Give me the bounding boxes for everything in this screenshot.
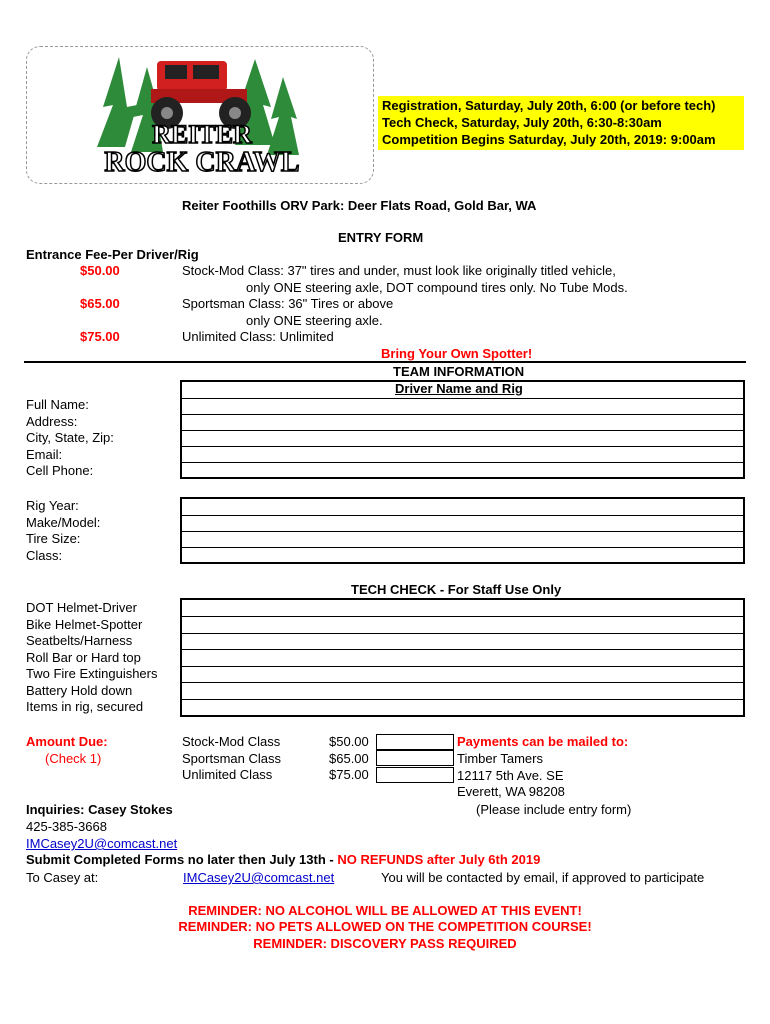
contact-note: You will be contacted by email, if approved to participate [381, 870, 705, 885]
tech-item-roll-bar: Roll Bar or Hard top [26, 649, 141, 665]
mail-heading: Payments can be mailed to: [457, 734, 629, 749]
label-cell-phone: Cell Phone: [26, 463, 94, 478]
amount-price-sportsman: $65.00 [329, 750, 369, 766]
label-make-model: Make/Model: [26, 514, 101, 530]
mail-note: (Please include entry form) [476, 802, 632, 817]
tech-heading: TECH CHECK - For Staff Use Only [351, 582, 562, 597]
check-box-unlimited[interactable] [376, 767, 454, 783]
amount-due-label: Amount Due: [26, 734, 108, 749]
logo-graphic [27, 47, 373, 183]
reminder-pets: REMINDER: NO PETS ALLOWED ON THE COMPETITION COURSE! [178, 919, 592, 934]
tech-item-fire-extinguishers: Two Fire Extinguishers [26, 666, 158, 681]
label-rig-year: Rig Year: [26, 498, 79, 513]
amount-due-sub: (Check 1) [45, 751, 102, 766]
schedule-tech-check: Tech Check, Saturday, July 20th, 6:30-8:30am [382, 115, 662, 130]
tech-item-helmet-spotter: Bike Helmet-Spotter [26, 616, 143, 632]
city-state-zip-field[interactable] [182, 430, 743, 445]
fee-price-unlimited: $75.00 [80, 329, 120, 344]
label-city-state-zip: City, State, Zip: [26, 430, 114, 445]
rig-year-field[interactable] [182, 499, 743, 514]
amount-class-sportsman: Sportsman Class [182, 750, 281, 766]
fee-heading: Entrance Fee-Per Driver/Rig [26, 247, 199, 262]
label-class: Class: [26, 547, 63, 563]
fee-desc-unlimited: Unlimited Class: Unlimited [182, 329, 334, 344]
fee-price-stock: $50.00 [80, 263, 120, 278]
reminder-discovery-pass: REMINDER: DISCOVERY PASS REQUIRED [253, 936, 517, 951]
submit-line [26, 852, 540, 867]
inquiries-phone: 425-385-3668 [26, 819, 107, 834]
rig-field-labels [26, 498, 100, 564]
fee-desc-stock-2: only ONE steering axle, DOT compound tires only. No Tube Mods. [246, 280, 628, 295]
tech-item-helmet-driver: DOT Helmet-Driver [26, 600, 137, 615]
inquiries-label: Inquiries: Casey Stokes [26, 802, 173, 817]
submit-text: Submit Completed Forms no later then July 13th - [26, 852, 338, 867]
tech-item-secured: Items in rig, secured [26, 699, 144, 714]
mail-line-street: 12117 5th Ave. SE [457, 767, 564, 783]
schedule-registration: Registration, Saturday, July 20th, 6:00 (or before tech) [382, 98, 716, 113]
fee-desc-stock: Stock-Mod Class: 37" tires and under, must look like originally titled vehicle, [182, 263, 616, 278]
form-title: ENTRY FORM [338, 230, 424, 245]
inquiries-email-link[interactable]: IMCasey2U@comcast.net [26, 836, 178, 851]
amount-prices [329, 734, 369, 784]
label-tire-size: Tire Size: [26, 531, 81, 546]
tech-check-box [180, 598, 745, 717]
cell-phone-field[interactable] [182, 462, 743, 477]
tech-item-seatbelts: Seatbelts/Harness [26, 633, 133, 648]
amount-class-stock: Stock-Mod Class [182, 734, 281, 749]
address-field[interactable] [182, 414, 743, 429]
svg-text:ROCK CRAWL: ROCK CRAWL [104, 147, 300, 178]
team-field-labels [26, 397, 114, 480]
schedule-competition: Competition Begins Saturday, July 20th, 2019: 9:00am [382, 132, 716, 147]
class-field[interactable] [182, 547, 743, 562]
event-logo [26, 46, 374, 184]
amount-price-unlimited: $75.00 [329, 767, 369, 782]
submit-to-label: To Casey at: [26, 870, 99, 885]
team-subheading: Driver Name and Rig [395, 381, 523, 396]
fee-price-sportsman: $65.00 [80, 296, 120, 311]
full-name-field[interactable] [182, 398, 743, 413]
email-field[interactable] [182, 446, 743, 461]
mail-address [457, 751, 565, 801]
fee-desc-sportsman: Sportsman Class: 36" Tires or above [182, 296, 394, 311]
make-model-field[interactable] [182, 515, 743, 530]
submit-email-link[interactable]: IMCasey2U@comcast.net [183, 870, 335, 885]
fee-desc-sportsman-2: only ONE steering axle. [246, 313, 383, 328]
mail-line-name: Timber Tamers [457, 751, 543, 766]
tech-item-labels [26, 600, 158, 716]
label-full-name: Full Name: [26, 397, 89, 412]
divider [24, 361, 746, 363]
tech-item-battery: Battery Hold down [26, 682, 133, 698]
reminder-alcohol: REMINDER: NO ALCOHOL WILL BE ALLOWED AT THIS EVENT! [188, 903, 582, 918]
label-address: Address: [26, 413, 78, 429]
schedule-highlight [378, 96, 744, 150]
amount-class-unlimited: Unlimited Class [182, 767, 273, 782]
svg-text:REITER: REITER [152, 120, 252, 149]
amount-price-stock: $50.00 [329, 734, 369, 749]
label-email: Email: [26, 446, 63, 462]
team-heading: TEAM INFORMATION [393, 364, 525, 379]
mail-line-city: Everett, WA 98208 [457, 784, 565, 799]
check-box-stock[interactable] [376, 734, 454, 750]
tire-size-field[interactable] [182, 531, 743, 546]
spotter-note: Bring Your Own Spotter! [381, 346, 533, 361]
event-location: Reiter Foothills ORV Park: Deer Flats Road, Gold Bar, WA [182, 198, 537, 213]
amount-classes [182, 734, 281, 784]
check-box-sportsman[interactable] [376, 750, 454, 766]
no-refunds-text: NO REFUNDS after July 6th 2019 [337, 852, 541, 867]
